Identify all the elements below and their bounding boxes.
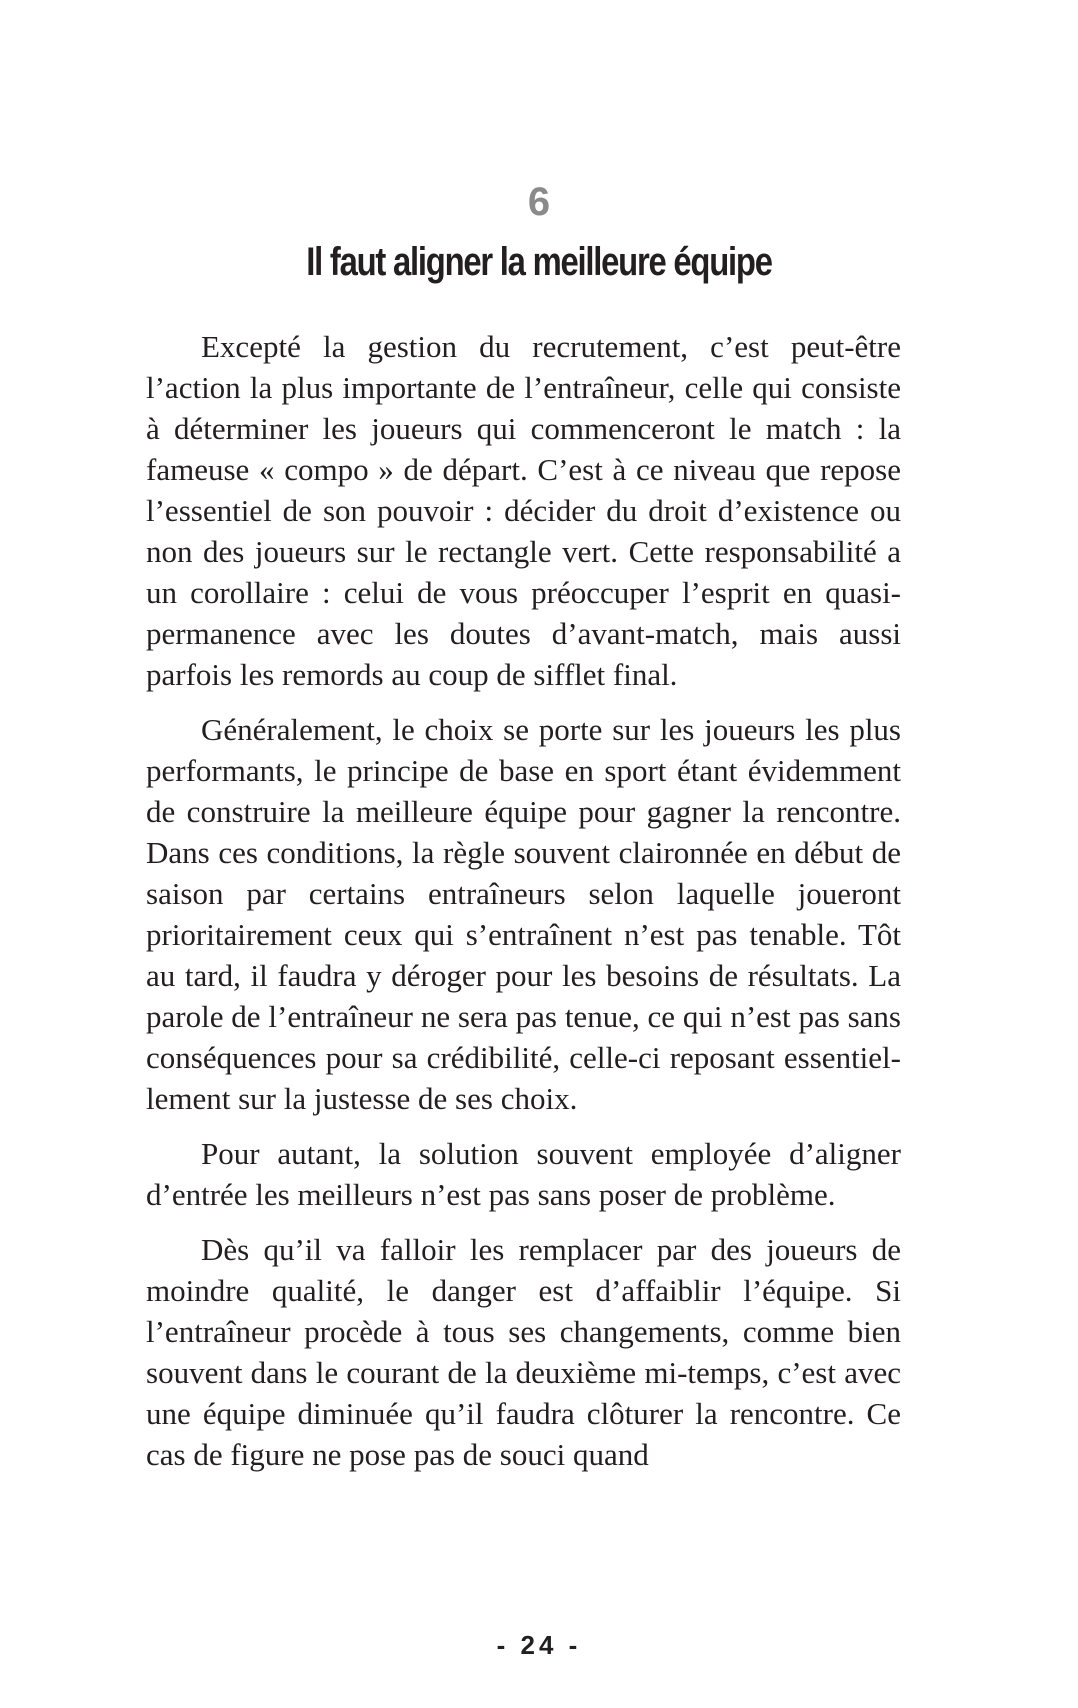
paragraph-3: Pour autant, la solution souvent employée d’aligner d’entrée les meilleurs n’est pas sans poser de problème. (146, 1136, 901, 1212)
chapter-title: Il faut aligner la meilleure équipe (306, 240, 772, 284)
chapter-body (146, 326, 901, 1489)
paragraph-4: Dès qu’il va falloir les remplacer par des joueurs de moindre qualité, le danger est d’affaiblir l’équipe. Si l’entraîneur procède à tous ses changements, comme bien souvent dans le courant de la deuxième mi-temps, c’est avec une équipe diminuée qu’il faudra clôturer la rencontre. Ce cas de figure ne pose pas de souci quand (146, 1232, 901, 1472)
chapter-number: 6 (527, 180, 551, 224)
paragraph-2: Généralement, le choix se porte sur les joueurs les plus performants, le principe de base en sport étant évidemment de construire la meilleure équipe pour gagner la rencontre. Dans ces conditions, la règle souvent claironnée en début de saison par certains entraîneurs selon laquelle joueront prioritairement ceux qui s’entraînent n’est pas tenable. Tôt au tard, il faudra y déroger pour les besoins de résultats. La parole de l’entraîneur ne sera pas tenue, ce qui n’est pas sans conséquences pour sa crédibilité, celle-ci reposant essentiellement sur la justesse de ses choix. (146, 712, 901, 1116)
page-number: - 24 - (496, 1630, 582, 1660)
paragraph-1: Excepté la gestion du recrutement, c’est peut-être l’action la plus importante de l’entraîneur, celle qui consiste à déterminer les joueurs qui commenceront le match : la fameuse « compo » de départ. C’est à ce niveau que repose l’essentiel de son pouvoir : décider du droit d’existence ou non des joueurs sur le rectangle vert. Cette responsabilité a un corollaire : celui de vous préoccuper l’esprit en quasi-permanence avec les doutes d’avant-match, mais aussi parfois les remords au coup de sifflet final. (146, 329, 901, 692)
